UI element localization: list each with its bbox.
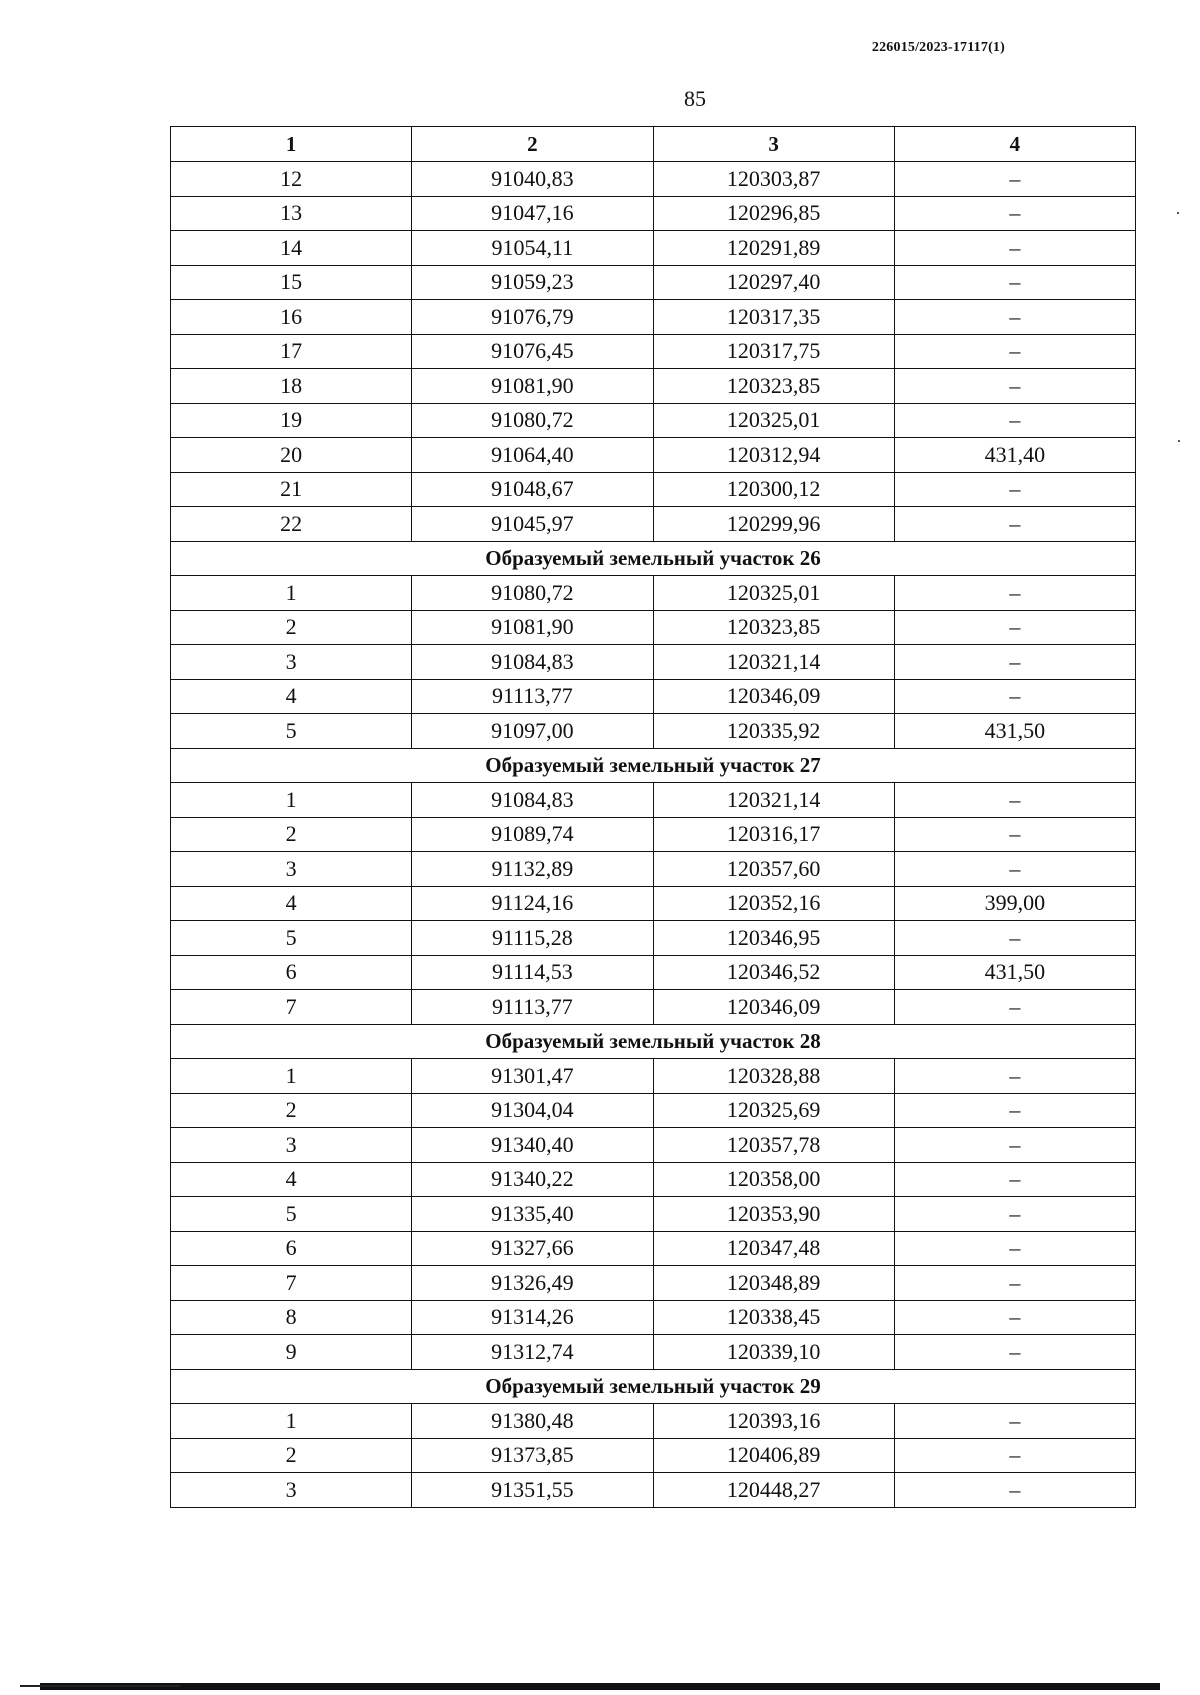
point-number-cell: 13 [171, 196, 412, 231]
section-title-row [171, 1024, 1136, 1059]
x-coordinate-cell: 91064,40 [412, 438, 653, 473]
point-number-cell: 6 [171, 955, 412, 990]
x-coordinate-cell: 91045,97 [412, 507, 653, 542]
table-row [171, 1093, 1136, 1128]
point-number-cell: 14 [171, 231, 412, 266]
x-coordinate-cell: 91076,45 [412, 334, 653, 369]
x-coordinate-cell: 91340,40 [412, 1128, 653, 1163]
point-number-cell: 1 [171, 1404, 412, 1439]
table-row [171, 265, 1136, 300]
table-row [171, 162, 1136, 197]
table-row [171, 300, 1136, 335]
table-row [171, 1128, 1136, 1163]
x-coordinate-cell: 91312,74 [412, 1335, 653, 1370]
value-cell: 431,40 [894, 438, 1135, 473]
point-number-cell: 6 [171, 1231, 412, 1266]
scan-edge-bar [40, 1683, 1160, 1690]
x-coordinate-cell: 91080,72 [412, 576, 653, 611]
y-coordinate-cell: 120357,60 [653, 852, 894, 887]
value-cell: – [894, 817, 1135, 852]
section-title-row [171, 1369, 1136, 1404]
y-coordinate-cell: 120346,52 [653, 955, 894, 990]
scan-speck [1178, 440, 1180, 442]
y-coordinate-cell: 120291,89 [653, 231, 894, 266]
point-number-cell: 18 [171, 369, 412, 404]
table-row [171, 1473, 1136, 1508]
section-title: Образуемый земельный участок 27 [171, 748, 1136, 783]
x-coordinate-cell: 91059,23 [412, 265, 653, 300]
value-cell: – [894, 231, 1135, 266]
table-row [171, 1404, 1136, 1439]
y-coordinate-cell: 120346,95 [653, 921, 894, 956]
point-number-cell: 4 [171, 1162, 412, 1197]
x-coordinate-cell: 91301,47 [412, 1059, 653, 1094]
x-coordinate-cell: 91081,90 [412, 369, 653, 404]
table-row [171, 1197, 1136, 1232]
point-number-cell: 2 [171, 817, 412, 852]
x-coordinate-cell: 91084,83 [412, 783, 653, 818]
y-coordinate-cell: 120406,89 [653, 1438, 894, 1473]
point-number-cell: 3 [171, 1128, 412, 1163]
y-coordinate-cell: 120297,40 [653, 265, 894, 300]
x-coordinate-cell: 91114,53 [412, 955, 653, 990]
x-coordinate-cell: 91380,48 [412, 1404, 653, 1439]
y-coordinate-cell: 120346,09 [653, 679, 894, 714]
section-title: Образуемый земельный участок 26 [171, 541, 1136, 576]
table-row [171, 1266, 1136, 1301]
x-coordinate-cell: 91076,79 [412, 300, 653, 335]
y-coordinate-cell: 120317,35 [653, 300, 894, 335]
value-cell: – [894, 334, 1135, 369]
value-cell: – [894, 990, 1135, 1025]
value-cell: – [894, 1197, 1135, 1232]
x-coordinate-cell: 91326,49 [412, 1266, 653, 1301]
point-number-cell: 17 [171, 334, 412, 369]
table-row [171, 886, 1136, 921]
point-number-cell: 16 [171, 300, 412, 335]
value-cell: 399,00 [894, 886, 1135, 921]
point-number-cell: 8 [171, 1300, 412, 1335]
y-coordinate-cell: 120339,10 [653, 1335, 894, 1370]
column-header: 4 [894, 127, 1135, 162]
x-coordinate-cell: 91081,90 [412, 610, 653, 645]
x-coordinate-cell: 91089,74 [412, 817, 653, 852]
point-number-cell: 2 [171, 610, 412, 645]
value-cell: 431,50 [894, 955, 1135, 990]
section-title-row [171, 748, 1136, 783]
x-coordinate-cell: 91097,00 [412, 714, 653, 749]
point-number-cell: 9 [171, 1335, 412, 1370]
point-number-cell: 22 [171, 507, 412, 542]
table-row [171, 576, 1136, 611]
value-cell: – [894, 1059, 1135, 1094]
value-cell: – [894, 1266, 1135, 1301]
section-title-row [171, 541, 1136, 576]
value-cell: – [894, 852, 1135, 887]
table-row [171, 714, 1136, 749]
column-header: 1 [171, 127, 412, 162]
value-cell: – [894, 1438, 1135, 1473]
section-title: Образуемый земельный участок 28 [171, 1024, 1136, 1059]
y-coordinate-cell: 120296,85 [653, 196, 894, 231]
table-row [171, 817, 1136, 852]
point-number-cell: 7 [171, 990, 412, 1025]
value-cell: – [894, 1128, 1135, 1163]
column-header: 2 [412, 127, 653, 162]
value-cell: – [894, 403, 1135, 438]
x-coordinate-cell: 91124,16 [412, 886, 653, 921]
value-cell: – [894, 1473, 1135, 1508]
document-id: 226015/2023-17117(1) [871, 40, 1005, 55]
y-coordinate-cell: 120325,01 [653, 403, 894, 438]
value-cell: – [894, 1335, 1135, 1370]
x-coordinate-cell: 91048,67 [412, 472, 653, 507]
point-number-cell: 1 [171, 783, 412, 818]
x-coordinate-cell: 91113,77 [412, 679, 653, 714]
point-number-cell: 2 [171, 1093, 412, 1128]
table-row [171, 403, 1136, 438]
x-coordinate-cell: 91335,40 [412, 1197, 653, 1232]
x-coordinate-cell: 91132,89 [412, 852, 653, 887]
table-row [171, 369, 1136, 404]
y-coordinate-cell: 120357,78 [653, 1128, 894, 1163]
point-number-cell: 3 [171, 852, 412, 887]
value-cell: – [894, 1300, 1135, 1335]
y-coordinate-cell: 120317,75 [653, 334, 894, 369]
value-cell: – [894, 645, 1135, 680]
column-header: 3 [653, 127, 894, 162]
x-coordinate-cell: 91080,72 [412, 403, 653, 438]
value-cell: – [894, 300, 1135, 335]
table-row [171, 645, 1136, 680]
value-cell: – [894, 472, 1135, 507]
table-row [171, 1059, 1136, 1094]
x-coordinate-cell: 91115,28 [412, 921, 653, 956]
point-number-cell: 7 [171, 1266, 412, 1301]
y-coordinate-cell: 120325,69 [653, 1093, 894, 1128]
value-cell: 431,50 [894, 714, 1135, 749]
table-header-row [171, 127, 1136, 162]
y-coordinate-cell: 120300,12 [653, 472, 894, 507]
y-coordinate-cell: 120347,48 [653, 1231, 894, 1266]
scan-speck [1177, 212, 1179, 214]
x-coordinate-cell: 91304,04 [412, 1093, 653, 1128]
x-coordinate-cell: 91314,26 [412, 1300, 653, 1335]
scan-edge-line [20, 1685, 180, 1687]
table-row [171, 1162, 1136, 1197]
point-number-cell: 3 [171, 645, 412, 680]
point-number-cell: 3 [171, 1473, 412, 1508]
value-cell: – [894, 679, 1135, 714]
point-number-cell: 1 [171, 1059, 412, 1094]
table-row [171, 610, 1136, 645]
table-row [171, 196, 1136, 231]
y-coordinate-cell: 120323,85 [653, 369, 894, 404]
x-coordinate-cell: 91040,83 [412, 162, 653, 197]
point-number-cell: 4 [171, 679, 412, 714]
x-coordinate-cell: 91340,22 [412, 1162, 653, 1197]
table-row [171, 852, 1136, 887]
y-coordinate-cell: 120348,89 [653, 1266, 894, 1301]
value-cell: – [894, 783, 1135, 818]
point-number-cell: 1 [171, 576, 412, 611]
section-title: Образуемый земельный участок 29 [171, 1369, 1136, 1404]
value-cell: – [894, 610, 1135, 645]
y-coordinate-cell: 120325,01 [653, 576, 894, 611]
page-number: 85 [684, 86, 706, 111]
value-cell: – [894, 1231, 1135, 1266]
y-coordinate-cell: 120335,92 [653, 714, 894, 749]
y-coordinate-cell: 120321,14 [653, 783, 894, 818]
y-coordinate-cell: 120346,09 [653, 990, 894, 1025]
point-number-cell: 20 [171, 438, 412, 473]
point-number-cell: 15 [171, 265, 412, 300]
y-coordinate-cell: 120323,85 [653, 610, 894, 645]
table-row [171, 783, 1136, 818]
x-coordinate-cell: 91373,85 [412, 1438, 653, 1473]
value-cell: – [894, 507, 1135, 542]
value-cell: – [894, 1162, 1135, 1197]
table-row [171, 1231, 1136, 1266]
point-number-cell: 21 [171, 472, 412, 507]
table-row [171, 334, 1136, 369]
table-row [171, 472, 1136, 507]
table-row [171, 1335, 1136, 1370]
y-coordinate-cell: 120358,00 [653, 1162, 894, 1197]
x-coordinate-cell: 91351,55 [412, 1473, 653, 1508]
x-coordinate-cell: 91113,77 [412, 990, 653, 1025]
table-row [171, 507, 1136, 542]
table-row [171, 231, 1136, 266]
value-cell: – [894, 162, 1135, 197]
x-coordinate-cell: 91327,66 [412, 1231, 653, 1266]
point-number-cell: 5 [171, 1197, 412, 1232]
x-coordinate-cell: 91047,16 [412, 196, 653, 231]
table-row [171, 438, 1136, 473]
value-cell: – [894, 369, 1135, 404]
coordinates-table [170, 126, 1136, 1508]
y-coordinate-cell: 120321,14 [653, 645, 894, 680]
table-row [171, 1438, 1136, 1473]
y-coordinate-cell: 120303,87 [653, 162, 894, 197]
y-coordinate-cell: 120352,16 [653, 886, 894, 921]
y-coordinate-cell: 120338,45 [653, 1300, 894, 1335]
point-number-cell: 5 [171, 921, 412, 956]
value-cell: – [894, 265, 1135, 300]
x-coordinate-cell: 91084,83 [412, 645, 653, 680]
value-cell: – [894, 1093, 1135, 1128]
value-cell: – [894, 1404, 1135, 1439]
point-number-cell: 12 [171, 162, 412, 197]
value-cell: – [894, 576, 1135, 611]
y-coordinate-cell: 120316,17 [653, 817, 894, 852]
table-row [171, 1300, 1136, 1335]
point-number-cell: 4 [171, 886, 412, 921]
y-coordinate-cell: 120353,90 [653, 1197, 894, 1232]
y-coordinate-cell: 120448,27 [653, 1473, 894, 1508]
table-row [171, 955, 1136, 990]
table-row [171, 679, 1136, 714]
y-coordinate-cell: 120299,96 [653, 507, 894, 542]
value-cell: – [894, 196, 1135, 231]
point-number-cell: 19 [171, 403, 412, 438]
table-row [171, 990, 1136, 1025]
y-coordinate-cell: 120312,94 [653, 438, 894, 473]
value-cell: – [894, 921, 1135, 956]
table-row [171, 921, 1136, 956]
y-coordinate-cell: 120328,88 [653, 1059, 894, 1094]
point-number-cell: 2 [171, 1438, 412, 1473]
y-coordinate-cell: 120393,16 [653, 1404, 894, 1439]
point-number-cell: 5 [171, 714, 412, 749]
x-coordinate-cell: 91054,11 [412, 231, 653, 266]
